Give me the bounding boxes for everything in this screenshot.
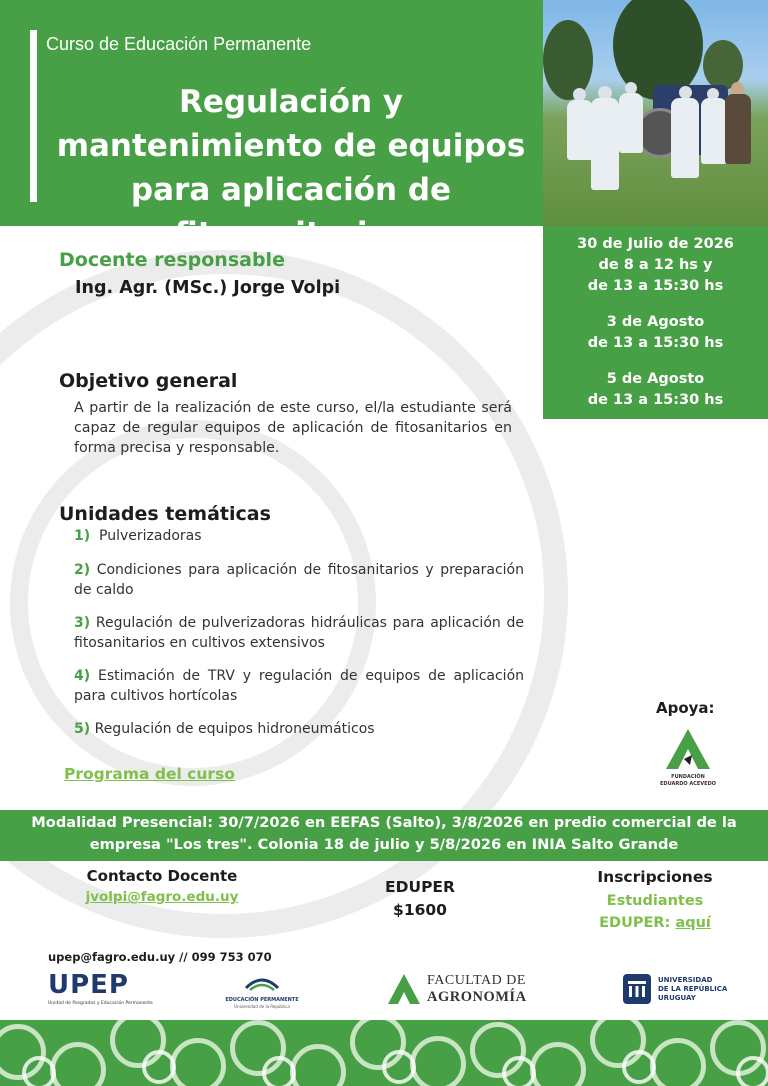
date-3: 5 de Agosto de 13 a 15:30 hs — [587, 371, 724, 408]
apoya-label: Apoya: — [656, 699, 715, 717]
inscripciones-line2: EDUPER: aquí — [599, 915, 711, 931]
contacto-email[interactable]: jvolpi@fagro.edu.uy — [85, 889, 239, 905]
docente-name: Ing. Agr. (MSc.) Jorge Volpi — [75, 278, 341, 298]
upep-logo-text: UPEP — [48, 970, 129, 1000]
fagro-logo-icon — [387, 972, 421, 1006]
precio-amount: $1600 — [393, 901, 447, 919]
date-1: 30 de Julio de 2026 de 8 a 12 hs y de 13 a 15:30 hs — [577, 236, 734, 294]
objetivo-heading: Objetivo general — [59, 370, 238, 392]
contacto-heading: Contacto Docente — [86, 867, 238, 885]
udelar-text-2: DE LA REPÚBLICA — [658, 985, 728, 993]
ep-logo — [222, 970, 302, 1014]
date-2: 3 de Agosto de 13 a 15:30 hs — [587, 314, 724, 351]
unit-item: 2) Condiciones para aplicación de fitosanitarios y preparación de caldo — [74, 562, 524, 598]
inscripciones-line1: Estudiantes — [606, 893, 704, 909]
fundacion-logo — [656, 725, 720, 793]
course-title: Regulación y mantenimiento de equipos para aplicación de fitosanitarios — [56, 84, 526, 252]
unit-item: 4) Estimación de TRV y regulación de equipos de aplicación para cultivos hortícolas — [74, 668, 525, 704]
fundacion-logo-text-1: FUNDACIÓN — [671, 774, 705, 780]
udelar-text-3: URUGUAY — [658, 994, 696, 1002]
footer-contact: upep@fagro.edu.uy // 099 753 070 — [48, 950, 272, 964]
ep-logo-title: EDUCACIÓN PERMANENTE — [225, 997, 299, 1003]
inscripciones-link[interactable]: aquí — [675, 915, 711, 931]
upep-logo — [48, 970, 158, 1010]
precio-label: EDUPER — [385, 878, 455, 896]
docente-heading: Docente responsable — [59, 249, 285, 271]
course-type: Curso de Educación Permanente — [46, 34, 312, 54]
course-photo — [543, 0, 768, 226]
dates-box — [543, 226, 768, 419]
unit-item: 5) Regulación de equipos hidroneumáticos — [74, 721, 375, 737]
unit-item: 3) Regulación de pulverizadoras hidráulicas para aplicación de fitosanitarios en cultivos extensivos — [74, 615, 524, 651]
udelar-seal-icon — [622, 973, 652, 1005]
fundacion-logo-text-2: EDUARDO ACEVEDO — [660, 781, 716, 787]
udelar-logo — [622, 973, 732, 1007]
ep-logo-sub: Universidad de la República — [234, 1004, 290, 1009]
header-accent-bar — [30, 30, 37, 202]
footer-pattern — [0, 1020, 768, 1086]
fagro-logo-line1: FACULTAD DE — [427, 973, 526, 988]
unit-item: 1) Pulverizadoras — [74, 528, 202, 544]
ep-logo-icon — [222, 970, 302, 994]
fagro-logo — [387, 972, 542, 1008]
unidades-heading: Unidades temáticas — [59, 503, 271, 525]
objetivo-text: A partir de la realización de este curso, el/la estudiante será capaz de regular equipos de aplicación de fitosanitarios en forma precisa y responsable. — [74, 400, 512, 456]
upep-logo-sub: Unidad de Posgrados y Educación Permanente — [48, 1001, 153, 1006]
fagro-logo-line2: AGRONOMÍA — [427, 989, 527, 1005]
inscripciones-heading: Inscripciones — [597, 868, 713, 886]
modalidad-text: Modalidad Presencial: 30/7/2026 en EEFAS (Salto), 3/8/2026 en predio comercial de la empresa "Los tres". Colonia 18 de julio y 5/8/2026 en INIA Salto Grande — [31, 814, 737, 853]
programa-link[interactable]: Programa del curso — [64, 765, 235, 783]
udelar-text-1: UNIVERSIDAD — [658, 976, 713, 984]
fundacion-logo-icon — [656, 725, 720, 773]
